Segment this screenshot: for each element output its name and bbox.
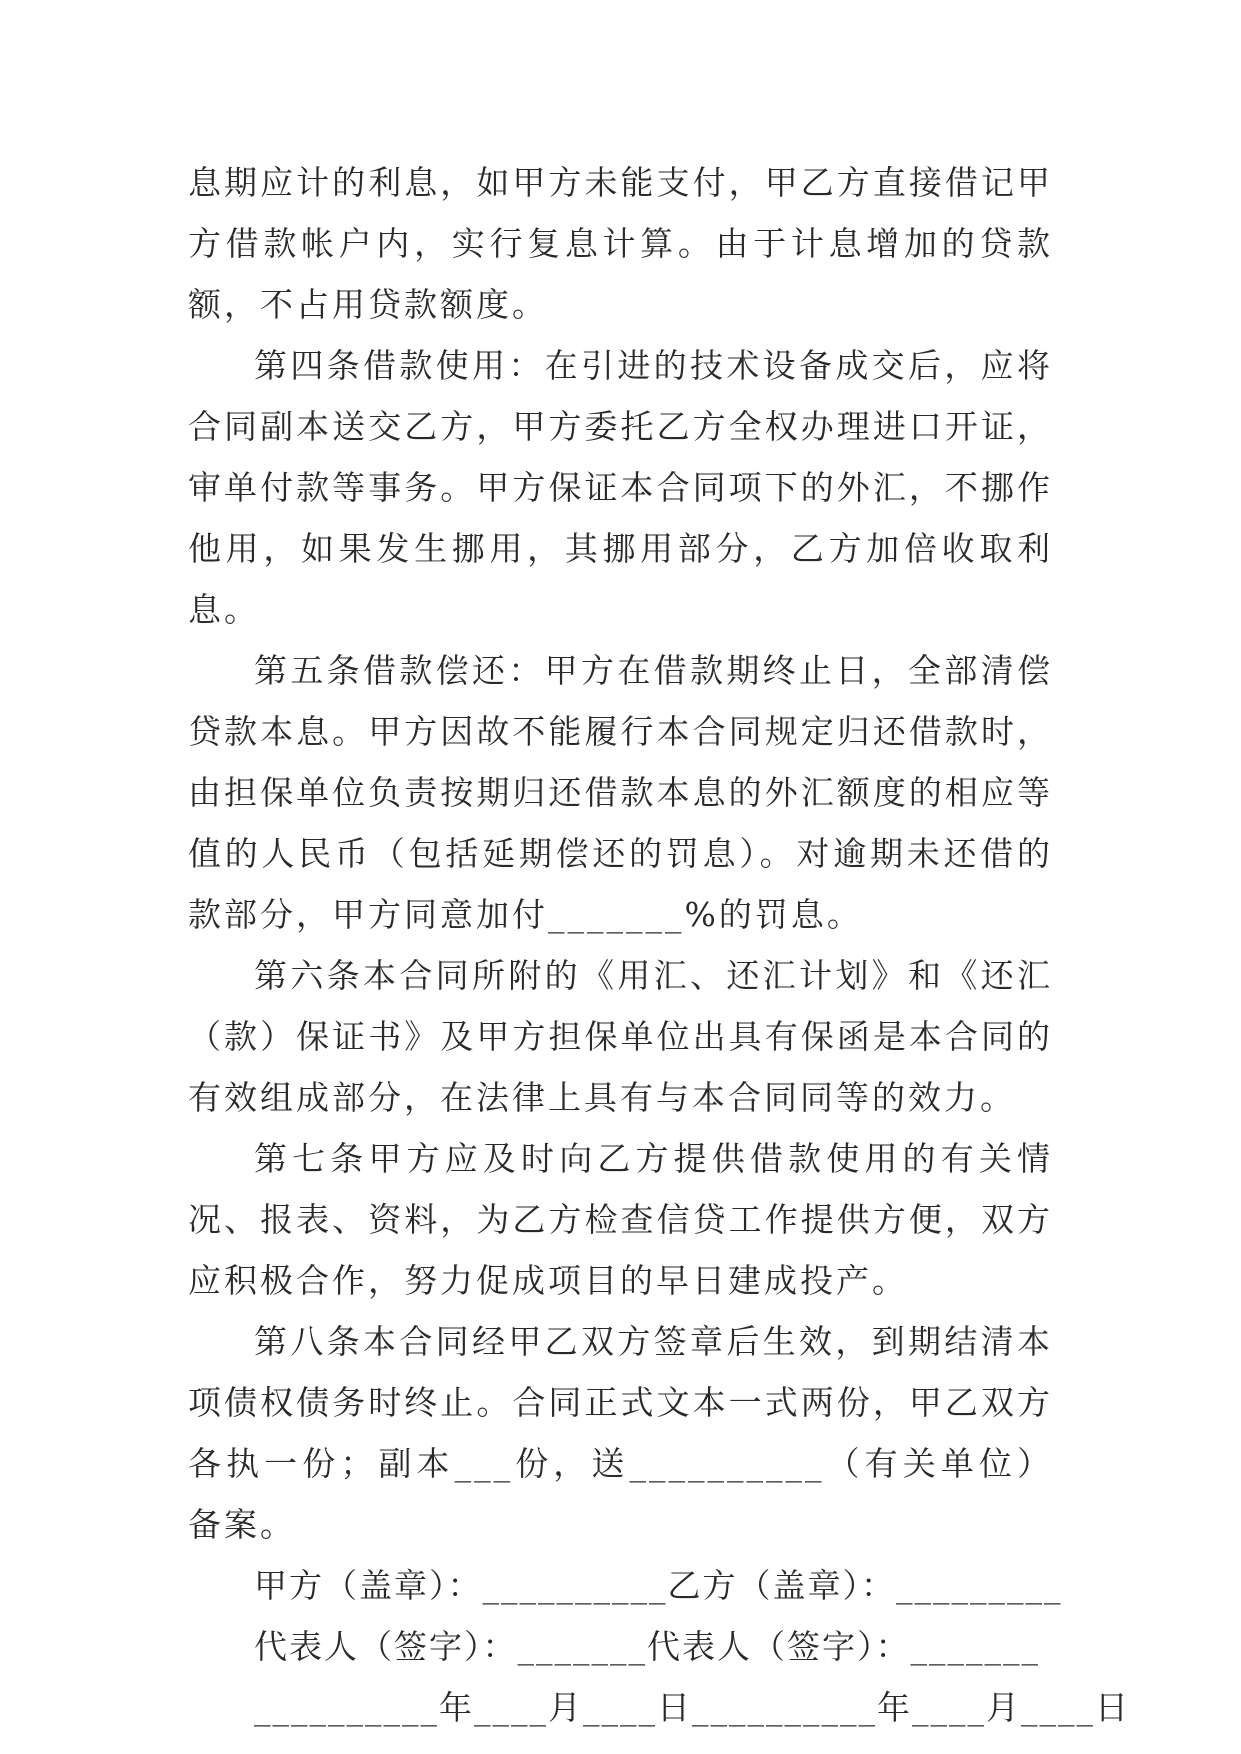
paragraph-article-6-attachments: 第六条本合同所附的《用汇、还汇计划》和《还汇（款）保证书》及甲方担保单位出具有保函是本合同的有效组成部分，在法律上具有与本合同同等的效力。 — [188, 956, 1053, 1117]
signature-date-line: __________年____月____日__________年____月____日 — [254, 1688, 1130, 1727]
paragraph-article-7-reporting: 第七条甲方应及时向乙方提供借款使用的有关情况、报表、资料，为乙方检查信贷工作提供方便，双方应积极合作，努力促成项目的早日建成投产。 — [188, 1139, 1053, 1300]
paragraph-article-4-loan-use: 第四条借款使用：在引进的技术设备成交后，应将合同副本送交乙方，甲方委托乙方全权办理进口开证，审单付款等事务。甲方保证本合同项下的外汇，不挪作他用，如果发生挪用，其挪用部分，乙方加倍收取利息。 — [188, 346, 1053, 629]
document-body — [188, 152, 1130, 1738]
paragraph-article-8-effectiveness: 第八条本合同经甲乙双方签章后生效，到期结清本项债权债务时终止。合同正式文本一式两份，甲乙双方各执一份；副本___份，送__________（有关单位）备案。 — [188, 1322, 1053, 1544]
signature-representative-line: 代表人（签字）：_______代表人（签字）：_______ — [254, 1627, 1040, 1666]
signature-seal-line: 甲方（盖章）：__________乙方（盖章）：_________ — [254, 1566, 1063, 1605]
paragraph-article-5-repayment: 第五条借款偿还：甲方在借款期终止日，全部清偿贷款本息。甲方因故不能履行本合同规定归还借款时，由担保单位负责按期归还借款本息的外汇额度的相应等值的人民币（包括延期偿还的罚息）。对逾期未还借的款部分，甲方同意加付_______%的罚息。 — [188, 651, 1053, 934]
paragraph-interest-continuation: 息期应计的利息，如甲方未能支付，甲乙方直接借记甲方借款帐户内，实行复息计算。由于计息增加的贷款额，不占用贷款额度。 — [188, 163, 1053, 324]
